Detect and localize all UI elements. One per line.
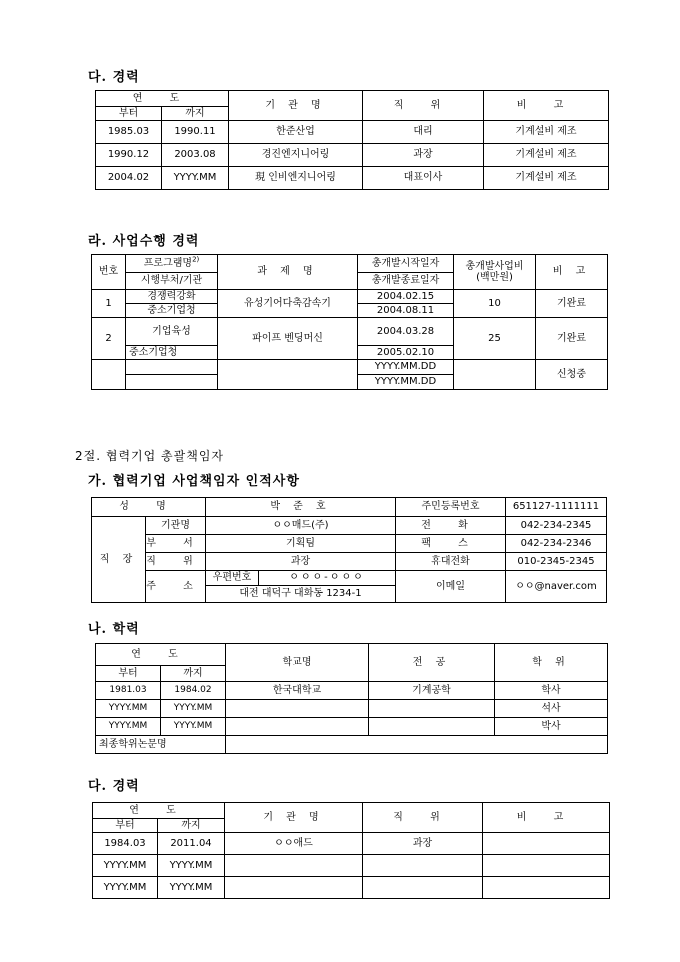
table-row	[96, 700, 608, 718]
value-fax: 042-234-2346	[506, 535, 607, 553]
section-heading-project-history: 라. 사업수행 경력	[88, 234, 200, 249]
cell	[483, 877, 610, 899]
value-position: 과장	[206, 553, 396, 571]
table-row	[96, 682, 608, 700]
value-email: ㅇㅇ@naver.com	[506, 571, 607, 603]
cell: 기계설비 제조	[484, 167, 609, 190]
cell: 기업육성	[126, 318, 218, 346]
header-note: 비 고	[484, 91, 609, 121]
career-table	[95, 90, 609, 190]
section-heading-career: 다. 경력	[88, 70, 140, 85]
section-heading-person: 가. 협력기업 사업책임자 인적사항	[88, 474, 300, 489]
cell: 1990.12	[96, 144, 162, 167]
header-number: 번호	[92, 255, 126, 290]
cell	[369, 718, 495, 736]
header-cost: 총개발사업비 (백만원)	[454, 255, 536, 290]
label-zip: 우편번호	[206, 571, 259, 585]
header-program: 프로그램명$^{2)}$	[126, 255, 218, 273]
table-row	[96, 736, 608, 754]
table-row	[93, 833, 610, 855]
cell	[126, 360, 218, 375]
chapter-title: 2절. 협력기업 총괄책임자	[75, 449, 224, 463]
cell: ㅇㅇ애드	[225, 833, 363, 855]
label-thesis: 최종학위논문명	[96, 736, 226, 754]
cell	[126, 375, 218, 390]
header-year: 연 도	[93, 803, 225, 819]
cell	[92, 360, 126, 390]
cell: YYYY.MM	[93, 855, 158, 877]
cell: 학사	[495, 682, 608, 700]
cell: 한국대학교	[226, 682, 369, 700]
cell	[225, 877, 363, 899]
cell: 대리	[363, 121, 484, 144]
cell: YYYY.MM.DD	[358, 360, 454, 375]
value-mobile: 010-2345-2345	[506, 553, 607, 571]
header-from: 부터	[93, 819, 158, 833]
header-org: 기 관 명	[225, 803, 363, 833]
value-org: ㅇㅇ매드(주)	[206, 517, 396, 535]
cell: YYYY.MM	[96, 700, 161, 718]
cell: YYYY.MM	[93, 877, 158, 899]
value-street: 대전 대덕구 대화동 1234-1	[239, 588, 362, 599]
cell: 유성기어다축감속기	[218, 290, 358, 318]
table-row	[96, 718, 608, 736]
cell	[226, 718, 369, 736]
cell: 과장	[363, 833, 483, 855]
header-year: 연 도	[96, 91, 229, 107]
cell: 2005.02.10	[358, 346, 454, 360]
table-row	[92, 360, 608, 375]
cell: 2004.02.15	[358, 290, 454, 304]
header-from: 부터	[96, 107, 162, 121]
cell: 한준산업	[229, 121, 363, 144]
label-rrn: 주민등록번호	[396, 498, 506, 517]
cell: 1984.02	[161, 682, 226, 700]
header-major: 전 공	[369, 644, 495, 682]
table-row	[93, 855, 610, 877]
label-address: 주 소	[146, 571, 206, 603]
header-end: 총개발종료일자	[358, 273, 454, 290]
cell: 2004.08.11	[358, 304, 454, 318]
cell	[454, 360, 536, 390]
header-position: 직 위	[363, 91, 484, 121]
cell: 25	[454, 318, 536, 360]
cell: 경진엔지니어링	[229, 144, 363, 167]
cell: YYYY.MM	[161, 718, 226, 736]
person-table	[91, 497, 607, 603]
cell	[483, 833, 610, 855]
cell: 신청중	[536, 360, 608, 390]
table-row	[96, 121, 609, 144]
header-from: 부터	[96, 666, 161, 682]
label-workplace: 직 장	[92, 517, 146, 603]
header-note: 비 고	[483, 803, 610, 833]
cell: YYYY.MM	[162, 167, 229, 190]
cell: 1990.11	[162, 121, 229, 144]
table-row	[93, 877, 610, 899]
cell: 중소기업청	[126, 304, 218, 318]
cell: 1981.03	[96, 682, 161, 700]
cell	[363, 877, 483, 899]
cell: 석사	[495, 700, 608, 718]
table-row	[96, 144, 609, 167]
cell: 1985.03	[96, 121, 162, 144]
cell: 기계공학	[369, 682, 495, 700]
cell: 2011.04	[158, 833, 225, 855]
cell	[483, 855, 610, 877]
header-degree: 학 위	[495, 644, 608, 682]
cell: 2003.08	[162, 144, 229, 167]
cell: YYYY.MM	[96, 718, 161, 736]
header-dept: 시행부처/기관	[126, 273, 218, 290]
label-dept: 부 서	[146, 535, 206, 553]
header-to: 까지	[161, 666, 226, 682]
cell	[369, 700, 495, 718]
value-address	[206, 571, 396, 603]
career-table-2	[92, 802, 610, 899]
header-org: 기 관 명	[229, 91, 363, 121]
label-org: 기관명	[146, 517, 206, 535]
value-rrn: 651127-1111111	[506, 498, 607, 517]
cell: 2004.02	[96, 167, 162, 190]
cell: 現 인비엔지니어링	[229, 167, 363, 190]
header-to: 까지	[158, 819, 225, 833]
cell: YYYY.MM	[158, 855, 225, 877]
cell	[218, 360, 358, 390]
label-name: 성 명	[92, 498, 206, 517]
table-row	[96, 167, 609, 190]
cell: 기완료	[536, 318, 608, 360]
project-table	[91, 254, 608, 390]
value-thesis	[226, 736, 608, 754]
label-email: 이메일	[396, 571, 506, 603]
cell: 기완료	[536, 290, 608, 318]
header-year: 연 도	[96, 644, 226, 666]
cell: 10	[454, 290, 536, 318]
cell: 대표이사	[363, 167, 484, 190]
cell: YYYY.MM.DD	[358, 375, 454, 390]
label-position: 직 위	[146, 553, 206, 571]
header-task: 과 제 명	[218, 255, 358, 290]
cell: 2004.03.28	[358, 318, 454, 346]
header-position: 직 위	[363, 803, 483, 833]
cell: 2	[92, 318, 126, 360]
header-school: 학교명	[226, 644, 369, 682]
cell: 중소기업청	[126, 346, 218, 360]
value-name: 박 준 호	[206, 498, 396, 517]
label-mobile: 휴대전화	[396, 553, 506, 571]
cell	[225, 855, 363, 877]
cell: 박사	[495, 718, 608, 736]
cell: 기계설비 제조	[484, 144, 609, 167]
value-tel: 042-234-2345	[506, 517, 607, 535]
table-row	[92, 318, 608, 346]
cell: 1	[92, 290, 126, 318]
header-note: 비 고	[536, 255, 608, 290]
header-start: 총개발시작일자	[358, 255, 454, 273]
cell: 과장	[363, 144, 484, 167]
section-heading-career-2: 다. 경력	[88, 779, 140, 794]
label-tel: 전 화	[396, 517, 506, 535]
education-table	[95, 643, 608, 754]
cell: 파이프 벤딩머신	[218, 318, 358, 360]
value-dept: 기획팀	[206, 535, 396, 553]
cell: 1984.03	[93, 833, 158, 855]
cell: YYYY.MM	[158, 877, 225, 899]
table-row	[92, 290, 608, 304]
cell: 경쟁력강화	[126, 290, 218, 304]
header-to: 까지	[162, 107, 229, 121]
section-heading-education: 나. 학력	[88, 622, 140, 637]
cell	[226, 700, 369, 718]
cell: YYYY.MM	[161, 700, 226, 718]
value-zip: ㅇㅇㅇ-ㅇㅇㅇ	[289, 572, 365, 583]
label-fax: 팩 스	[396, 535, 506, 553]
cell	[363, 855, 483, 877]
cell: 기계설비 제조	[484, 121, 609, 144]
